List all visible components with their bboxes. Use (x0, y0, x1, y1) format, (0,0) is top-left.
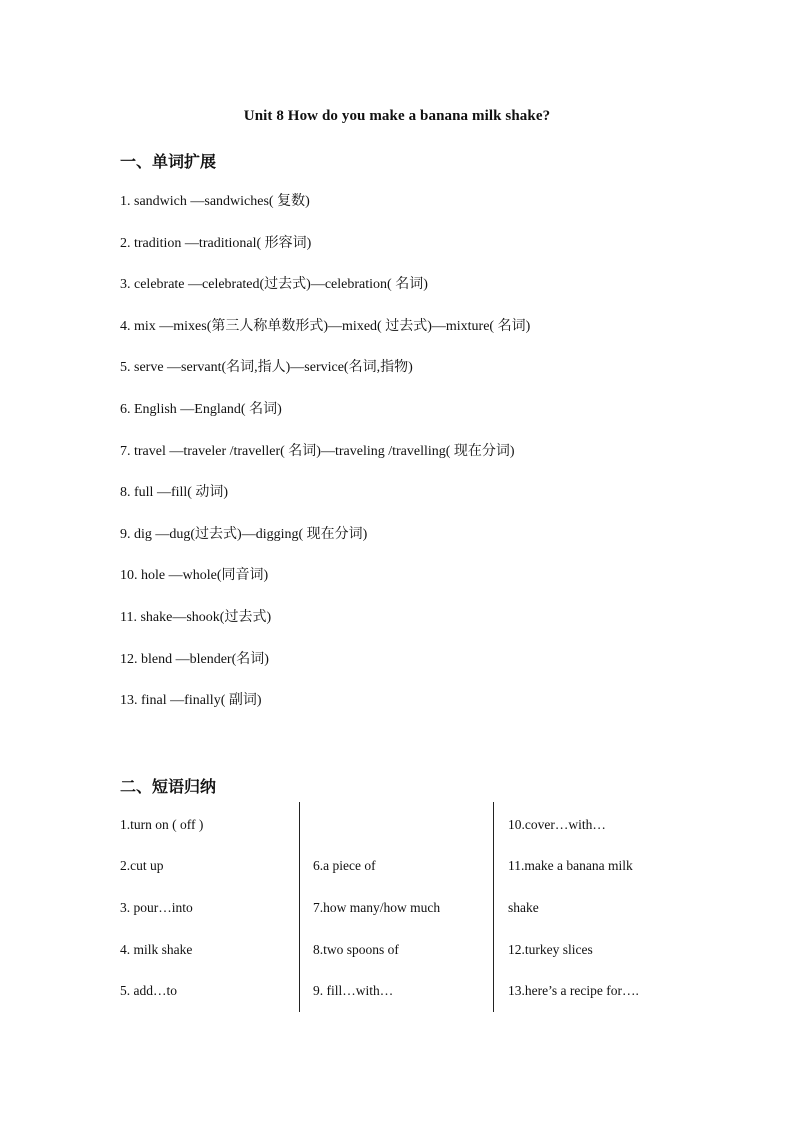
phrase-table (120, 802, 690, 1012)
list-item: 11. shake—shook(过去式) (120, 609, 272, 625)
phrase-item: 10.cover…with… (508, 817, 606, 832)
list-item: 6. English —England( 名词) (120, 401, 282, 417)
list-item: 5. serve —servant(名词,指人)—service(名词,指物) (120, 360, 413, 376)
list-item: 13. final —finally( 副词) (120, 693, 262, 709)
list-item: 4. mix —mixes(第三人称单数形式)—mixed( 过去式)—mixture( 名词) (120, 318, 531, 334)
phrase-item: 7.how many/how much (313, 900, 441, 915)
phrase-item: 2.cut up (120, 858, 164, 873)
list-item: 12. blend —blender(名词) (120, 651, 269, 667)
phrase-item: 9. fill…with… (313, 983, 394, 998)
phrase-item: 11.make a banana milk (508, 858, 633, 873)
list-item: 10. hole —whole(同音词) (120, 568, 269, 584)
list-item: 1. sandwich —sandwiches( 复数) (120, 194, 310, 209)
phrase-item: 13.here’s a recipe for…. (508, 983, 639, 998)
list-item: 8. full —fill( 动词) (120, 485, 229, 501)
phrase-item: 8.two spoons of (313, 942, 399, 957)
phrase-item: 3. pour…into (120, 900, 193, 915)
vocab-list (120, 191, 720, 732)
section-heading-word-expansion: 一、单词扩展 (120, 152, 217, 171)
phrase-item: 6.a piece of (313, 858, 376, 873)
list-item: 2. tradition —traditional( 形容词) (120, 235, 312, 251)
list-item: 9. dig —dug(过去式)—digging( 现在分词) (120, 526, 368, 542)
phrase-column-2 (313, 802, 493, 1012)
list-item: 3. celebrate —celebrated(过去式)—celebration( 名词) (120, 277, 428, 293)
phrase-column-3 (508, 802, 690, 1012)
phrase-item: 5. add…to (120, 983, 177, 998)
phrase-item: 4. milk shake (120, 942, 193, 957)
phrase-column-1 (120, 802, 298, 1012)
column-divider (493, 802, 494, 1012)
column-divider (299, 802, 300, 1012)
page-title: Unit 8 How do you make a banana milk shake? (243, 108, 551, 124)
list-item: 7. travel —traveler /traveller( 名词)—traveling /travelling( 现在分词) (120, 443, 515, 459)
section-heading-phrase-summary: 二、短语归纳 (120, 777, 217, 796)
phrase-item: 1.turn on ( off ) (120, 817, 204, 832)
phrase-item: 12.turkey slices (508, 942, 593, 957)
phrase-item: shake (508, 900, 539, 915)
